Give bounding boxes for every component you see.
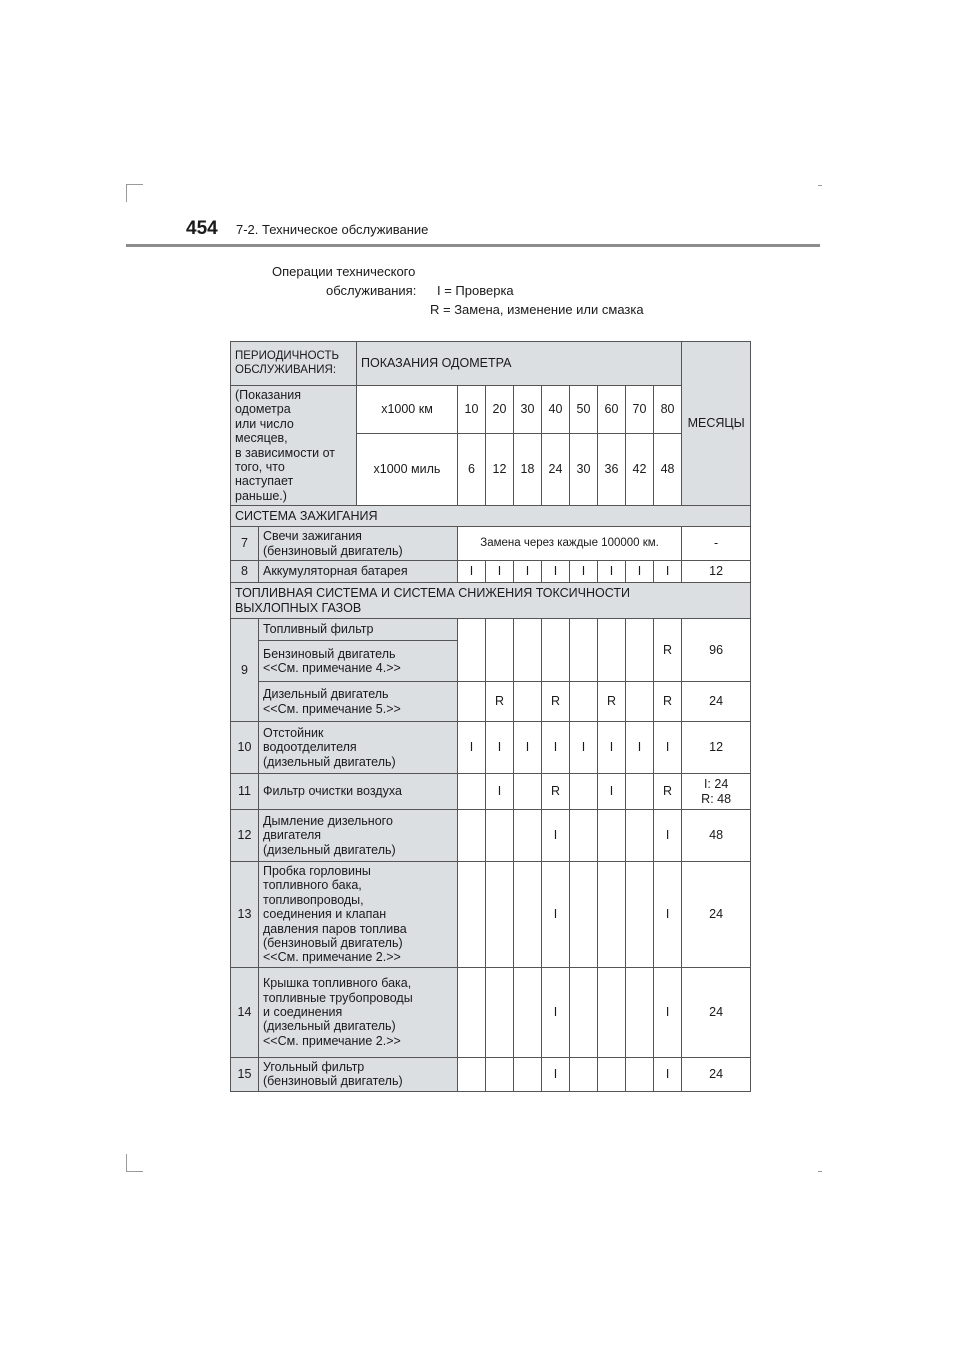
op-cell <box>626 619 654 682</box>
op-cell: I <box>598 774 626 810</box>
km-value: 70 <box>626 386 654 434</box>
op-cell: I <box>654 722 682 774</box>
km-value: 40 <box>542 386 570 434</box>
op-cell <box>458 682 486 722</box>
maintenance-table-body <box>231 342 751 1092</box>
km-value: 30 <box>514 386 542 434</box>
op-cell: I <box>654 810 682 862</box>
subrow-name: Дизельный двигатель <<См. примечание 5.>> <box>259 682 458 722</box>
row-name: Отстойник водоотделителя (дизельный двигатель) <box>259 722 458 774</box>
op-cell <box>598 810 626 862</box>
mile-value: 6 <box>458 433 486 505</box>
op-cell <box>458 967 486 1057</box>
op-cell <box>458 1057 486 1091</box>
op-cell <box>458 810 486 862</box>
op-cell: I <box>570 722 598 774</box>
legend-line-2-value: I = Проверка <box>437 283 514 298</box>
km-value: 80 <box>654 386 682 434</box>
op-cell: R <box>654 682 682 722</box>
op-cell <box>598 1057 626 1091</box>
op-cell <box>570 619 598 682</box>
op-cell <box>626 810 654 862</box>
maintenance-table <box>230 341 751 1092</box>
mile-unit: x1000 миль <box>357 433 458 505</box>
op-cell <box>514 967 542 1057</box>
mile-value: 24 <box>542 433 570 505</box>
op-cell <box>514 862 542 968</box>
op-cell: I <box>514 722 542 774</box>
op-cell <box>626 1057 654 1091</box>
crop-mark-bottom-left-h <box>126 1171 143 1172</box>
section-title: 7-2. Техническое обслуживание <box>236 222 429 237</box>
table-row-fuel-filter <box>231 619 751 641</box>
mile-value: 30 <box>570 433 598 505</box>
op-cell <box>570 1057 598 1091</box>
op-cell <box>486 967 514 1057</box>
row-number: 10 <box>231 722 259 774</box>
table-subrow-diesel <box>231 682 751 722</box>
op-cell: I <box>626 561 654 583</box>
row-name: Свечи зажигания (бензиновый двигатель) <box>259 527 458 561</box>
op-cell: I <box>626 722 654 774</box>
row-number: 12 <box>231 810 259 862</box>
legend-line-1: Операции технического <box>272 264 416 279</box>
op-cell: I <box>542 967 570 1057</box>
legend-line-2-label: обслуживания: <box>326 283 417 298</box>
op-cell <box>598 967 626 1057</box>
km-value: 20 <box>486 386 514 434</box>
row-name: Угольный фильтр (бензиновый двигатель) <box>259 1057 458 1091</box>
op-cell <box>458 619 486 682</box>
km-value: 60 <box>598 386 626 434</box>
mile-value: 48 <box>654 433 682 505</box>
row-months: 12 <box>682 722 751 774</box>
op-cell: R <box>486 682 514 722</box>
op-cell <box>626 774 654 810</box>
section-row-ignition <box>231 506 751 527</box>
op-cell <box>570 862 598 968</box>
op-cell: I <box>458 722 486 774</box>
op-cell: R <box>542 682 570 722</box>
op-cell: I <box>570 561 598 583</box>
op-cell: I <box>542 1057 570 1091</box>
op-cell <box>486 619 514 682</box>
km-value: 10 <box>458 386 486 434</box>
row-number: 7 <box>231 527 259 561</box>
row-name: Аккумуляторная батарея <box>259 561 458 583</box>
row-months: 24 <box>682 682 751 722</box>
row-number: 15 <box>231 1057 259 1091</box>
op-cell <box>570 810 598 862</box>
op-cell: I <box>458 561 486 583</box>
merged-interval: Замена через каждые 100000 км. <box>458 527 682 561</box>
mile-value: 36 <box>598 433 626 505</box>
header-row-km <box>231 386 751 434</box>
months-label: МЕСЯЦЫ <box>682 342 751 506</box>
row-months: 24 <box>682 862 751 968</box>
row-name: Фильтр очистки воздуха <box>259 774 458 810</box>
table-row <box>231 527 751 561</box>
op-cell: I <box>654 1057 682 1091</box>
op-cell <box>626 967 654 1057</box>
op-cell <box>570 774 598 810</box>
op-cell: I <box>598 722 626 774</box>
op-cell: R <box>542 774 570 810</box>
crop-mark-top-right <box>818 185 822 186</box>
row-months: 24 <box>682 967 751 1057</box>
op-cell: I <box>654 561 682 583</box>
row-months: - <box>682 527 751 561</box>
row-months: I: 24 R: 48 <box>682 774 751 810</box>
row-name: Дымление дизельного двигателя (дизельный двигатель) <box>259 810 458 862</box>
op-cell: I <box>542 722 570 774</box>
km-value: 50 <box>570 386 598 434</box>
km-unit: x1000 км <box>357 386 458 434</box>
op-cell: I <box>486 722 514 774</box>
table-row <box>231 1057 751 1091</box>
mile-value: 12 <box>486 433 514 505</box>
op-cell <box>598 862 626 968</box>
op-cell: I <box>542 810 570 862</box>
section-row-fuel <box>231 583 751 619</box>
crop-mark-bottom-left-v <box>126 1154 127 1172</box>
table-row <box>231 967 751 1057</box>
odometer-note: (Показания одометра или число месяцев, в зависимости от того, что наступает раньше.) <box>231 386 357 506</box>
op-cell <box>514 619 542 682</box>
row-number: 14 <box>231 967 259 1057</box>
row-number: 11 <box>231 774 259 810</box>
op-cell: I <box>486 561 514 583</box>
op-cell <box>570 682 598 722</box>
table-row <box>231 862 751 968</box>
table-row <box>231 561 751 583</box>
op-cell <box>458 862 486 968</box>
row-name: Крышка топливного бака, топливные трубопроводы и соединения (дизельный двигатель) <<См. примечание 2.>> <box>259 967 458 1057</box>
row-months: 48 <box>682 810 751 862</box>
op-cell <box>626 862 654 968</box>
op-cell <box>486 1057 514 1091</box>
op-cell <box>486 810 514 862</box>
table-row <box>231 774 751 810</box>
op-cell <box>514 774 542 810</box>
op-cell <box>570 967 598 1057</box>
row-name: Топливный фильтр <box>259 619 458 641</box>
mile-value: 42 <box>626 433 654 505</box>
op-cell: I <box>514 561 542 583</box>
mile-value: 18 <box>514 433 542 505</box>
op-cell <box>542 619 570 682</box>
crop-mark-top-left-v <box>126 184 127 202</box>
crop-mark-top-left-h <box>126 184 143 185</box>
op-cell: R <box>654 619 682 682</box>
subrow-name: Бензиновый двигатель <<См. примечание 4.>> <box>259 641 458 682</box>
section-title: ТОПЛИВНАЯ СИСТЕМА И СИСТЕМА СНИЖЕНИЯ ТОКСИЧНОСТИ ВЫХЛОПНЫХ ГАЗОВ <box>231 583 751 619</box>
op-cell <box>486 862 514 968</box>
op-cell: R <box>598 682 626 722</box>
header-rule <box>126 244 820 247</box>
row-months: 24 <box>682 1057 751 1091</box>
op-cell <box>598 619 626 682</box>
row-months: 12 <box>682 561 751 583</box>
op-cell <box>514 1057 542 1091</box>
table-row <box>231 810 751 862</box>
legend-line-3: R = Замена, изменение или смазка <box>430 302 644 317</box>
header-row-1 <box>231 342 751 386</box>
table-row <box>231 722 751 774</box>
row-number: 9 <box>231 619 259 722</box>
op-cell <box>458 774 486 810</box>
row-months: 96 <box>682 619 751 682</box>
crop-mark-bottom-right <box>818 1171 822 1172</box>
op-cell: I <box>542 862 570 968</box>
period-label: ПЕРИОДИЧНОСТЬ ОБСЛУЖИВАНИЯ: <box>231 342 357 386</box>
section-title: СИСТЕМА ЗАЖИГАНИЯ <box>231 506 751 527</box>
op-cell <box>626 682 654 722</box>
op-cell: I <box>598 561 626 583</box>
op-cell: I <box>654 967 682 1057</box>
op-cell: I <box>486 774 514 810</box>
op-cell <box>514 810 542 862</box>
odometer-label: ПОКАЗАНИЯ ОДОМЕТРА <box>357 342 682 386</box>
row-number: 8 <box>231 561 259 583</box>
row-number: 13 <box>231 862 259 968</box>
row-name: Пробка горловины топливного бака, топливопроводы, соединения и клапан давления паров топлива (бензиновый двигатель) <<См. примечание 2.>> <box>259 862 458 968</box>
op-cell: R <box>654 774 682 810</box>
op-cell <box>514 682 542 722</box>
page-number: 454 <box>186 218 218 239</box>
op-cell: I <box>654 862 682 968</box>
op-cell: I <box>542 561 570 583</box>
